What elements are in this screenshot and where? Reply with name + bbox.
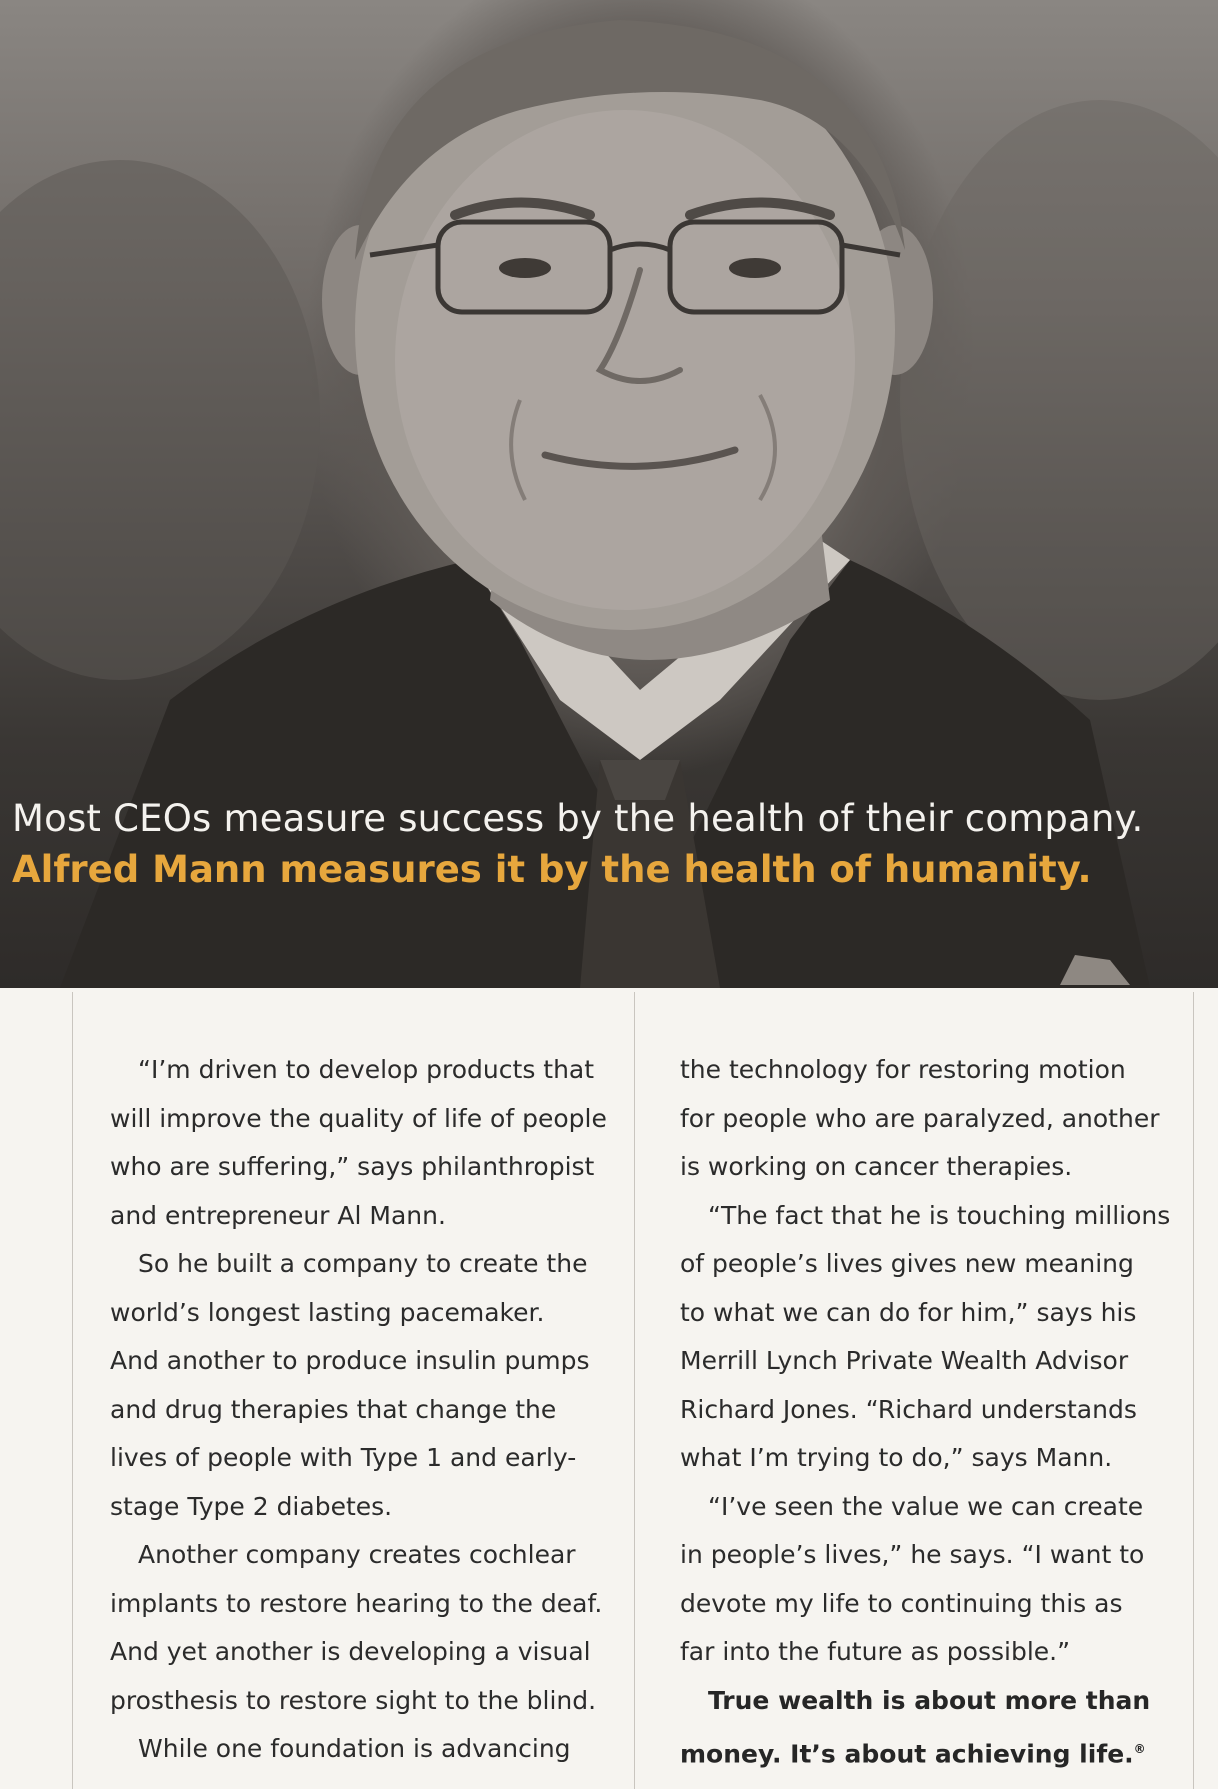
- paragraph: “The fact that he is touching millions of people’s lives gives new meaning to what we can do for him,” says his Merrill Lynch Private Wealth Advisor Richard Jones. “Richard understands what I’m trying to do,” says Mann.: [680, 1200, 1171, 1472]
- column-divider-center: [634, 992, 635, 1789]
- paragraph: While one foundation is advancing: [138, 1734, 571, 1763]
- paragraph: Another company creates cochlear implants to restore hearing to the deaf. And yet another is developing a visual prosthesis to restore sight to the blind.: [110, 1540, 603, 1715]
- registered-mark: ®: [1133, 1742, 1146, 1756]
- paragraph: So he built a company to create the world’s longest lasting pacemaker. And another to produce insulin pumps and drug therapies that change the lives of people with Type 1 and early- stage Type 2 diabetes.: [110, 1249, 590, 1521]
- column-divider-left: [72, 992, 73, 1789]
- column-divider-right: [1193, 992, 1194, 1789]
- paragraph: “I’m driven to develop products that will improve the quality of life of people who are suffering,” says philanthropist and entrepreneur Al Mann.: [110, 1055, 607, 1230]
- tagline-text: True wealth is about more than money. It’s about achieving life.: [680, 1685, 1151, 1769]
- paragraph: the technology for restoring motion for people who are paralyzed, another is working on cancer therapies.: [680, 1055, 1160, 1181]
- headline-line-1: Most CEOs measure success by the health of their company.: [12, 797, 1144, 840]
- headline: [12, 794, 1212, 896]
- body-column-left: [110, 1046, 615, 1774]
- tagline: [680, 1677, 1190, 1779]
- headline-line-2: Alfred Mann measures it by the health of humanity.: [12, 848, 1092, 891]
- paragraph: “I’ve seen the value we can create in people’s lives,” he says. “I want to devote my life to continuing this as far into the future as possible.”: [680, 1491, 1145, 1666]
- body-column-right: [680, 1046, 1190, 1779]
